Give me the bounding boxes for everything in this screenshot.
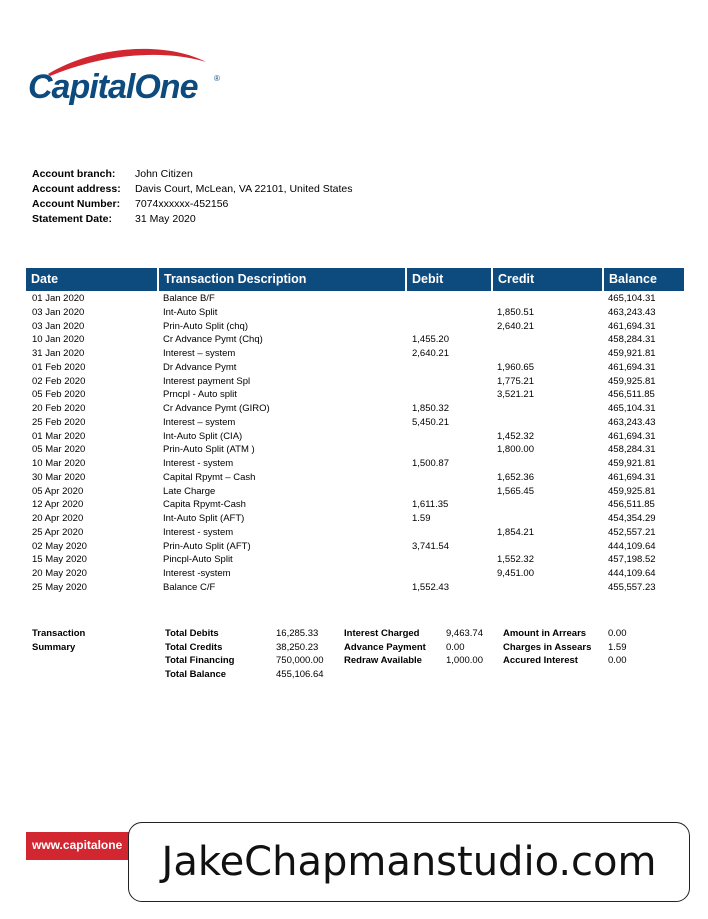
row-date: 01 Feb 2020 [32,361,86,373]
table-row [26,306,684,320]
row-debit: 1.59 [412,513,431,524]
row-date: 15 May 2020 [32,554,87,566]
row-description: Balance B/F [163,293,215,304]
row-balance: 459,925.81 [608,485,656,497]
table-row [26,567,684,581]
table-row [26,443,684,457]
row-balance: 444,109.64 [608,540,656,552]
row-description: Interest payment Spl [163,375,251,387]
row-description: Int-Auto Split (AFT) [163,513,245,524]
row-balance: 458,284.31 [608,444,656,456]
row-credit: 9,451.00 [497,568,534,579]
row-balance: 463,243.43 [608,416,656,428]
row-date: 05 Feb 2020 [32,389,86,401]
table-row [26,540,684,554]
row-date: 05 Mar 2020 [32,444,86,456]
row-balance: 456,511.85 [608,389,655,401]
charges-in-arrears-label: Charges in Assears [503,641,592,653]
row-debit: 1,850.32 [412,403,449,414]
row-balance: 455,557.23 [608,581,656,593]
advance-payment-value: 0.00 [446,641,465,653]
row-description: Late Charge [163,485,216,497]
redraw-available-value: 1,000.00 [446,655,483,666]
row-description: Prin-Auto Split (ATM ) [163,444,255,456]
row-description: Cr Advance Pymt (GIRO) [163,403,270,414]
watermark-box [128,822,690,902]
statement-date-value: 31 May 2020 [135,213,196,225]
row-credit: 1,652.36 [497,471,534,483]
row-description: Pincpl-Auto Split [163,554,233,566]
row-credit: 1,552.32 [497,554,534,566]
advance-payment-label: Advance Payment [344,641,426,653]
header-date: Date [31,272,59,286]
row-balance: 454,354.29 [608,513,656,524]
row-debit: 1,611.35 [412,499,449,511]
table-row [26,388,684,402]
row-date: 25 May 2020 [32,581,87,593]
row-balance: 452,557.21 [608,526,656,538]
table-row [26,581,684,595]
table-row [26,553,684,567]
row-credit: 3,521.21 [497,389,534,401]
watermark-text: JakeChapmanstudio.com [161,839,657,885]
statement-date-row [32,212,353,227]
table-row [26,457,684,471]
account-address-value: Davis Court, McLean, VA 22101, United States [135,183,353,195]
row-description: Interest – system [163,348,236,359]
table-row [26,430,684,444]
statement-date-label: Statement Date: [32,213,112,225]
row-credit: 1,775.21 [497,375,534,387]
row-debit: 1,500.87 [412,458,449,469]
logo-wordmark: CapitalOne [28,68,198,106]
interest-charged-label: Interest Charged [344,628,420,639]
header-balance: Balance [602,268,684,291]
row-balance: 461,694.31 [608,361,656,373]
row-date: 31 Jan 2020 [32,348,85,359]
row-balance: 465,104.31 [608,403,656,414]
row-description: Prin-Auto Split (AFT) [163,540,251,552]
header-debit: Debit [405,268,491,291]
row-balance: 465,104.31 [608,293,656,304]
accrued-interest-label: Accured Interest [503,655,578,666]
table-row [26,320,684,334]
row-date: 10 Jan 2020 [32,334,85,346]
total-credits-value: 38,250.23 [276,641,319,653]
row-balance: 459,925.81 [608,375,656,387]
account-number-label: Account Number: [32,198,121,210]
table-row [26,526,684,540]
amount-in-arrears-value: 0.00 [608,628,627,639]
row-date: 01 Jan 2020 [32,293,85,304]
row-description: Interest -system [163,568,231,579]
row-date: 25 Apr 2020 [32,526,84,538]
row-description: Int-Auto Split (CIA) [163,430,243,442]
summary-title-line2: Summary [32,641,76,653]
capital-one-logo [28,46,228,118]
row-description: Prncpl - Auto split [163,389,237,401]
row-date: 05 Apr 2020 [32,485,84,497]
row-balance: 463,243.43 [608,306,656,318]
account-branch-label: Account branch: [32,168,116,180]
row-date: 01 Mar 2020 [32,430,86,442]
table-row [26,333,684,347]
table-row [26,347,684,361]
row-credit: 2,640.21 [497,320,534,332]
header-credit: Credit [491,268,602,291]
table-row [26,361,684,375]
registered-mark: ® [214,74,220,83]
account-address-row [32,182,353,197]
table-row [26,402,684,416]
row-description: Interest - system [163,458,234,469]
transactions-table-body [26,292,684,595]
row-description: Interest - system [163,526,234,538]
row-debit: 1,552.43 [412,581,449,593]
table-row [26,292,684,306]
row-description: Dr Advance Pymt [163,361,237,373]
row-debit: 1,455.20 [412,334,449,346]
total-financing-label: Total Financing [165,655,235,666]
row-description: Capital Rpymt – Cash [163,471,256,483]
row-date: 20 Feb 2020 [32,403,86,414]
row-balance: 459,921.81 [608,458,656,469]
row-credit: 1,850.51 [497,306,534,318]
charges-in-arrears-value: 1.59 [608,641,627,653]
row-description: Prin-Auto Split (chq) [163,320,249,332]
total-credits-label: Total Credits [165,641,223,653]
account-branch-value: John Citizen [135,168,193,180]
row-balance: 461,694.31 [608,320,656,332]
row-balance: 458,284.31 [608,334,656,346]
row-date: 20 May 2020 [32,568,87,579]
row-date: 03 Jan 2020 [32,306,85,318]
summary-title-line1: Transaction [32,628,86,639]
header-description: Transaction Description [157,268,405,291]
table-row [26,375,684,389]
total-balance-value: 455,106.64 [276,668,324,680]
total-debits-value: 16,285.33 [276,628,319,639]
transactions-table-header [26,268,684,291]
row-credit: 1,854.21 [497,526,534,538]
row-balance: 444,109.64 [608,568,656,579]
accrued-interest-value: 0.00 [608,655,627,666]
row-balance: 459,921.81 [608,348,656,359]
row-date: 25 Feb 2020 [32,416,86,428]
row-date: 02 May 2020 [32,540,87,552]
table-row [26,416,684,430]
row-date: 12 Apr 2020 [32,499,84,511]
row-date: 30 Mar 2020 [32,471,86,483]
account-info [32,167,353,227]
table-row [26,498,684,512]
account-branch-row [32,167,353,182]
interest-charged-value: 9,463.74 [446,628,483,639]
table-row [26,512,684,526]
account-number-row [32,197,353,212]
row-description: Cr Advance Pymt (Chq) [163,334,263,346]
row-balance: 461,694.31 [608,430,656,442]
row-date: 03 Jan 2020 [32,320,85,332]
row-debit: 5,450.21 [412,416,449,428]
row-debit: 3,741.54 [412,540,449,552]
total-financing-value: 750,000.00 [276,655,324,666]
row-description: Interest – system [163,416,236,428]
account-number-value: 7074xxxxxx-452156 [135,198,229,210]
row-credit: 1,452.32 [497,430,534,442]
row-balance: 461,694.31 [608,471,656,483]
row-date: 20 Apr 2020 [32,513,84,524]
row-credit: 1,800.00 [497,444,534,456]
row-debit: 2,640.21 [412,348,449,359]
total-balance-label: Total Balance [165,668,227,680]
total-debits-label: Total Debits [165,628,219,639]
redraw-available-label: Redraw Available [344,655,422,666]
table-row [26,485,684,499]
amount-in-arrears-label: Amount in Arrears [503,628,587,639]
row-balance: 456,511.85 [608,499,655,511]
row-description: Capita Rpymt-Cash [163,499,246,511]
account-address-label: Account address: [32,183,121,195]
row-credit: 1,960.65 [497,361,534,373]
row-date: 02 Feb 2020 [32,375,86,387]
row-description: Balance C/F [163,581,216,593]
row-description: Int-Auto Split [163,306,218,318]
row-balance: 457,198.52 [608,554,656,566]
footer-url-link[interactable]: www.capitalone [32,838,123,852]
table-row [26,471,684,485]
row-date: 10 Mar 2020 [32,458,86,469]
row-credit: 1,565.45 [497,485,534,497]
